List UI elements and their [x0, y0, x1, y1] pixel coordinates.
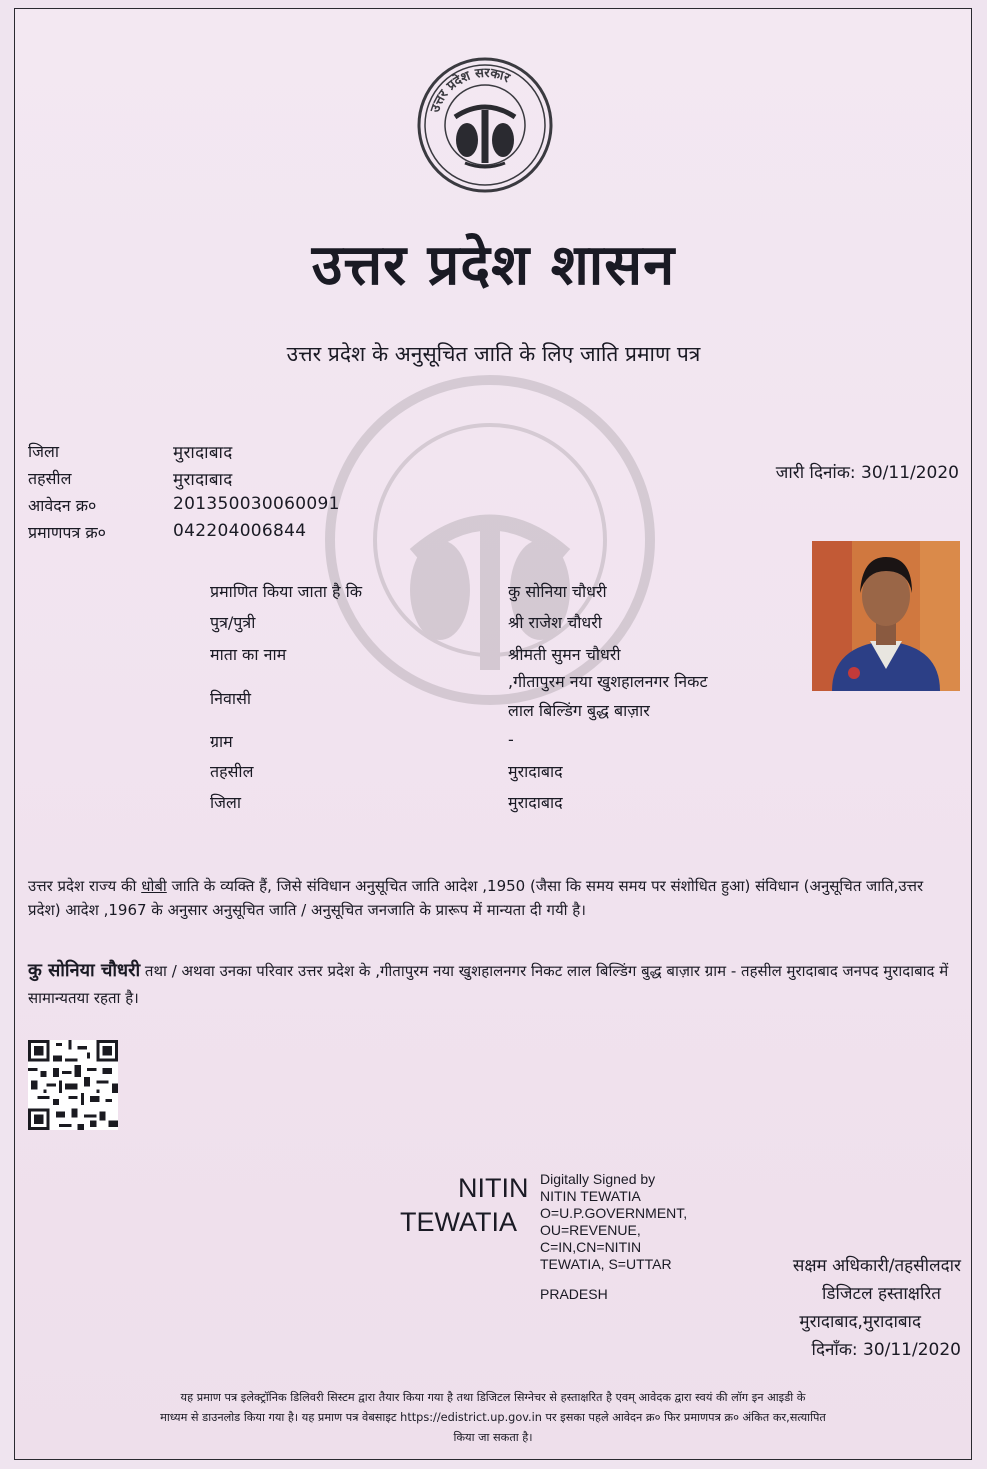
field-district-value: मुरादाबाद — [508, 793, 563, 812]
svg-text:उत्तर प्रदेश सरकार: उत्तर प्रदेश सरकार — [427, 65, 512, 115]
authority-digital-signed: डिजिटल हस्ताक्षरित — [822, 1284, 941, 1304]
qr-code — [28, 1040, 118, 1130]
authority-location: मुरादाबाद,मुरादाबाद — [799, 1312, 921, 1332]
footer-line: किया जा सकता है। — [453, 1431, 533, 1444]
signer-name-line1: NITIN — [458, 1173, 529, 1203]
declaration-intro: उत्तर प्रदेश राज्य की — [28, 877, 137, 895]
signature-detail-last: PRADESH — [540, 1286, 608, 1302]
residence-text: तथा / अथवा उनका परिवार उत्तर प्रदेश के ,गीतापुरम नया खुशहालनगर निकट लाल बिल्डिंग बुद्ध बाज़ार ग्राम - तहसील मुरादाबाद जनपद मुरादाबाद में सामान्यतया रहता है। — [28, 962, 949, 1007]
signature-detail-line: C=IN,CN=NITIN — [540, 1239, 642, 1255]
district-value: मुरादाबाद — [173, 443, 233, 463]
state-emblem-icon — [415, 55, 555, 195]
certificate-subtitle: उत्तर प्रदेश के अनुसूचित जाति के लिए जाति प्रमाण पत्र — [286, 342, 701, 366]
page-title: उत्तर प्रदेश शासन — [311, 233, 676, 298]
village-label: ग्राम — [210, 732, 233, 751]
residence-applicant-name: कु सोनिया चौधरी — [28, 960, 141, 981]
authority-designation: सक्षम अधिकारी/तहसीलदार — [792, 1256, 961, 1276]
footer-line: माध्यम से डाउनलोड किया गया है। यह प्रमाण पत्र वेबसाइट https://edistrict.up.gov.in पर इसका पहले आवेदन क्र० फिर प्रमाणपत्र क्र० अंकित कर,सत्यापित — [160, 1411, 826, 1424]
signature-detail-line: NITIN TEWATIA — [540, 1188, 641, 1204]
footer-note — [30, 1388, 956, 1448]
field-district-label: जिला — [210, 793, 242, 812]
field-tehsil-value: मुरादाबाद — [508, 762, 563, 781]
signature-detail-line: OU=REVENUE, — [540, 1222, 641, 1238]
resident-address-line1: ,गीतापुरम नया खुशहालनगर निकट — [508, 672, 708, 691]
tehsil-label: तहसील — [28, 469, 72, 488]
certified-label: प्रमाणित किया जाता है कि — [210, 582, 363, 601]
applicant-name: कु सोनिया चौधरी — [508, 582, 607, 601]
signature-detail-line: TEWATIA, S=UTTAR — [540, 1256, 672, 1272]
authority-date: दिनाँक: 30/11/2020 — [811, 1340, 961, 1360]
signer-name-line2: TEWATIA — [400, 1207, 517, 1237]
declaration-text: जाति के व्यक्ति हैं, जिसे संविधान अनुसूचित जाति आदेश ,1950 (जैसा कि समय समय पर संशोधित हुआ) संविधान (अनुसूचित जाति,उत्तर प्रदेश) आदेश ,1967 के अनुसार अनुसूचित जाति / अनुसूचित जनजाति के प्रारूप में मान्यता दी गयी है। — [28, 877, 924, 919]
tehsil-value: मुरादाबाद — [173, 470, 233, 490]
signature-detail-line: Digitally Signed by — [540, 1171, 656, 1187]
caste-declaration-paragraph — [28, 874, 956, 922]
footer-line: यह प्रमाण पत्र इलेक्ट्रॉनिक डिलिवरी सिस्टम द्वारा तैयार किया गया है तथा डिजिटल सिग्नेचर से हस्ताक्षरित है एवम् आवेदक द्वारा स्वयं की लॉग इन आइडी के — [180, 1391, 806, 1404]
signature-detail-line: O=U.P.GOVERNMENT, — [540, 1205, 688, 1221]
issue-date: जारी दिनांक: 30/11/2020 — [775, 463, 959, 483]
signature-details — [540, 1171, 687, 1273]
certificate-number-value: 042204006844 — [173, 521, 307, 541]
caste-name: धोबी — [141, 877, 167, 895]
district-label: जिला — [28, 442, 60, 461]
applicant-photo — [812, 541, 960, 691]
resident-address-line2: लाल बिल्डिंग बुद्ध बाज़ार — [508, 701, 650, 720]
father-name: श्री राजेश चौधरी — [508, 613, 602, 632]
child-of-label: पुत्र/पुत्री — [210, 613, 256, 632]
mother-name: श्रीमती सुमन चौधरी — [508, 645, 621, 664]
application-number-label: आवेदन क्र० — [28, 496, 97, 515]
village-value: - — [508, 730, 514, 749]
application-number-value: 20135003006009​1 — [173, 494, 340, 514]
resident-label: निवासी — [210, 689, 252, 708]
mother-label: माता का नाम — [210, 645, 287, 664]
field-tehsil-label: तहसील — [210, 762, 254, 781]
certificate-number-label: प्रमाणपत्र क्र० — [28, 523, 106, 542]
residence-paragraph — [28, 957, 956, 1012]
